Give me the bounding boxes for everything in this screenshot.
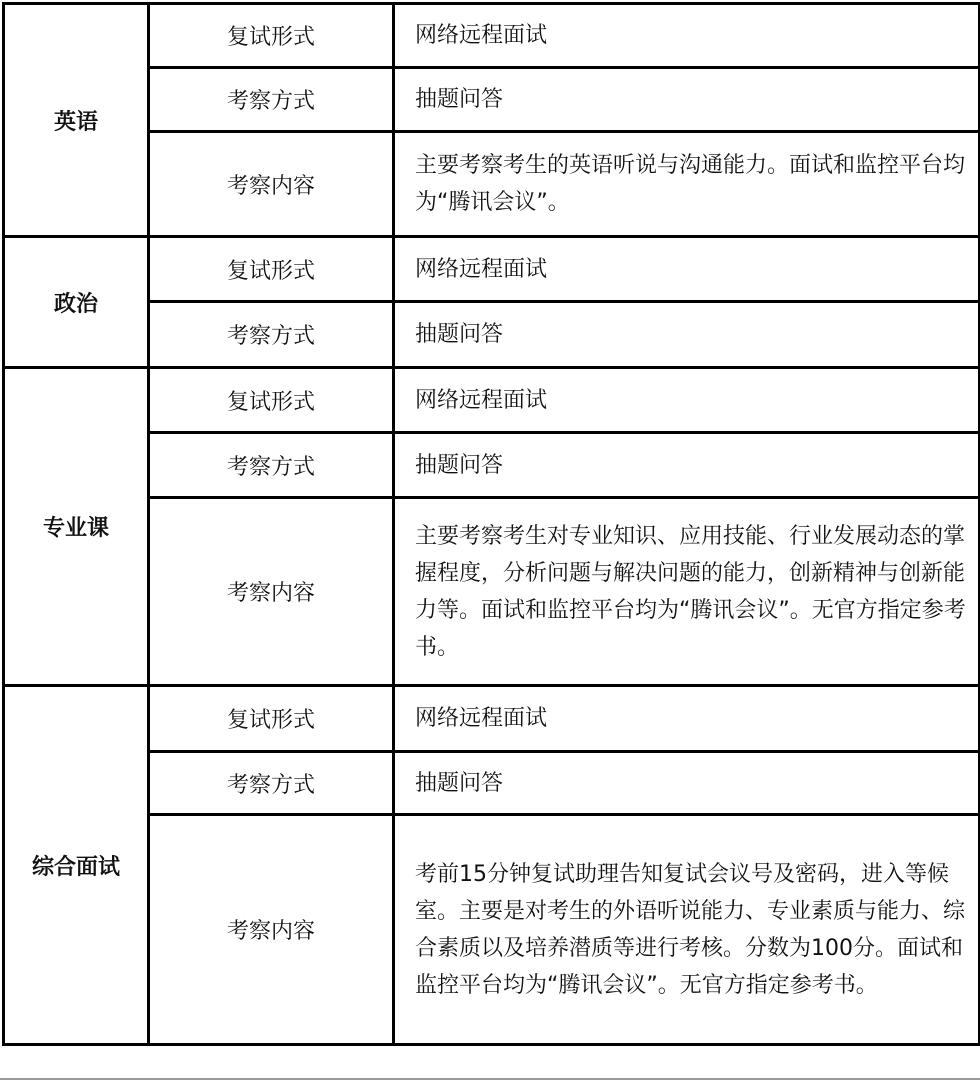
field-value: 抽题问答 xyxy=(394,752,980,815)
subject-cell-major-course: 专业课 xyxy=(4,368,149,686)
field-value: 网络远程面试 xyxy=(394,237,980,302)
field-label: 复试形式 xyxy=(149,237,394,302)
field-label: 复试形式 xyxy=(149,368,394,433)
field-value: 考前15分钟复试助理告知复试会议号及密码，进入等候室。主要是对考生的外语听说能力、专业素质与能力、综合素质以及培养潜质等进行考核。分数为100分。面试和监控平台均为“腾讯会议”。无官方指定参考书。 xyxy=(394,815,980,1045)
field-value: 抽题问答 xyxy=(394,433,980,498)
field-label: 复试形式 xyxy=(149,4,394,68)
table-row xyxy=(4,68,980,132)
field-label: 考察方式 xyxy=(149,433,394,498)
table-row xyxy=(4,433,980,498)
table-row xyxy=(4,752,980,815)
interview-format-table xyxy=(2,2,980,1046)
subject-cell-english: 英语 xyxy=(4,4,149,237)
table-row xyxy=(4,498,980,686)
field-label: 考察方式 xyxy=(149,302,394,368)
field-label: 复试形式 xyxy=(149,686,394,752)
table-row xyxy=(4,237,980,302)
table-row xyxy=(4,4,980,68)
field-label: 考察方式 xyxy=(149,752,394,815)
table-row xyxy=(4,815,980,1045)
field-label: 考察内容 xyxy=(149,815,394,1045)
table-row xyxy=(4,686,980,752)
table-row xyxy=(4,302,980,368)
table-row xyxy=(4,368,980,433)
field-value: 抽题问答 xyxy=(394,68,980,132)
field-label: 考察方式 xyxy=(149,68,394,132)
subject-cell-politics: 政治 xyxy=(4,237,149,368)
field-label: 考察内容 xyxy=(149,498,394,686)
field-value: 抽题问答 xyxy=(394,302,980,368)
field-value: 网络远程面试 xyxy=(394,4,980,68)
field-value: 主要考察考生对专业知识、应用技能、行业发展动态的掌握程度，分析问题与解决问题的能力，创新精神与创新能力等。面试和监控平台均为“腾讯会议”。无官方指定参考书。 xyxy=(394,498,980,686)
table-row xyxy=(4,132,980,237)
field-value: 网络远程面试 xyxy=(394,686,980,752)
field-value: 网络远程面试 xyxy=(394,368,980,433)
field-value: 主要考察考生的英语听说与沟通能力。面试和监控平台均为“腾讯会议”。 xyxy=(394,132,980,237)
field-label: 考察内容 xyxy=(149,132,394,237)
subject-cell-comprehensive-interview: 综合面试 xyxy=(4,686,149,1045)
